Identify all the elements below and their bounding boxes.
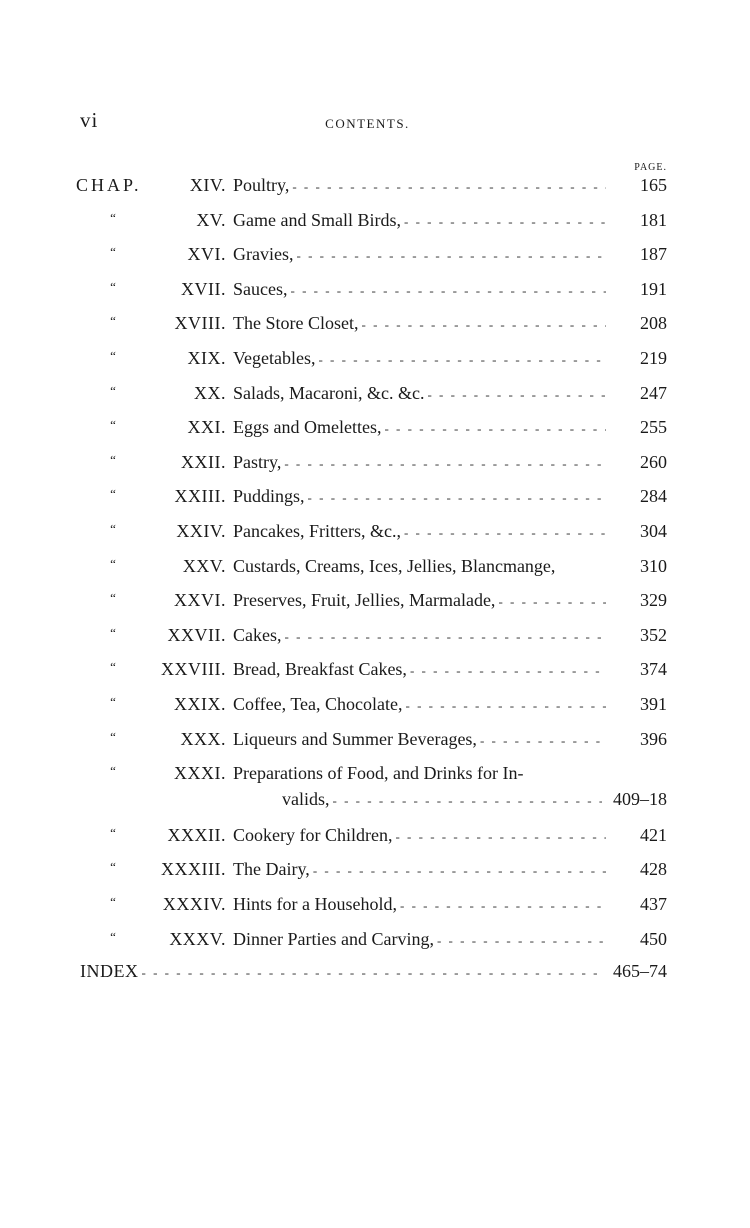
chapter-title: Cakes,: [233, 625, 282, 645]
chapter-title: Pastry,: [233, 452, 282, 472]
toc-entry: [0, 520, 750, 550]
ditto-mark: “: [110, 348, 116, 363]
page-number: 187: [640, 244, 667, 264]
ditto-mark: “: [110, 859, 116, 874]
ditto-mark: “: [110, 210, 116, 225]
toc-entry: [0, 174, 750, 204]
dot-leader: [333, 790, 603, 810]
chapter-title: Bread, Breakfast Cakes,: [233, 659, 407, 679]
ditto-mark: “: [110, 763, 116, 778]
chapter-numeral: XXXIV.: [162, 894, 226, 914]
chapter-title: Gravies,: [233, 244, 294, 264]
toc-entry: [0, 762, 750, 809]
dot-leader: [498, 591, 606, 611]
page-column-label: PAGE.: [634, 162, 667, 173]
ditto-mark: “: [110, 825, 116, 840]
page-number: 437: [640, 894, 667, 914]
chapter-numeral: XXXI.: [174, 763, 226, 783]
dot-leader: [406, 695, 606, 715]
toc-entry: [0, 312, 750, 342]
page-number: 409–18: [613, 789, 667, 809]
chapter-title: Preserves, Fruit, Jellies, Marmalade,: [233, 590, 496, 610]
chapter-numeral: XXXII.: [167, 825, 226, 845]
dot-leader: [437, 930, 606, 950]
page-number: 165: [640, 175, 667, 195]
toc-entry: [0, 243, 750, 273]
toc-entry: [0, 555, 750, 585]
chapter-title: Sauces,: [233, 279, 288, 299]
chapter-numeral: XXXIII.: [161, 859, 226, 879]
ditto-mark: “: [110, 313, 116, 328]
ditto-mark: “: [110, 279, 116, 294]
ditto-mark: “: [110, 452, 116, 467]
toc-entry: [0, 693, 750, 723]
chapter-numeral: XVI.: [187, 244, 226, 264]
toc-entry: [0, 858, 750, 888]
toc-entry: [0, 624, 750, 654]
chapter-title: Coffee, Tea, Chocolate,: [233, 694, 403, 714]
dot-leader: [290, 280, 606, 300]
ditto-mark: “: [110, 659, 116, 674]
chapter-title: Cookery for Children,: [233, 825, 393, 845]
page-number: 255: [640, 417, 667, 437]
page-number: 329: [640, 590, 667, 610]
chapter-title: Game and Small Birds,: [233, 210, 401, 230]
page-number: 219: [640, 348, 667, 368]
dot-leader: [361, 314, 606, 334]
dot-leader: [142, 962, 599, 982]
dot-leader: [296, 245, 606, 265]
dot-leader: [404, 211, 606, 231]
ditto-mark: “: [110, 486, 116, 501]
page-number: 304: [640, 521, 667, 541]
page-number: 352: [640, 625, 667, 645]
chapter-numeral: XV.: [196, 210, 226, 230]
chapter-numeral: XVII.: [181, 279, 226, 299]
ditto-mark: “: [110, 929, 116, 944]
chap-label: CHAP.: [76, 175, 142, 195]
chapter-numeral: XXV.: [182, 556, 226, 576]
page-number: 181: [640, 210, 667, 230]
running-head: CONTENTS.: [325, 116, 410, 131]
page-number: 208: [640, 313, 667, 333]
chapter-title: Preparations of Food, and Drinks for In-: [233, 763, 524, 783]
chapter-numeral: XVIII.: [174, 313, 226, 333]
chapter-numeral: XXXV.: [169, 929, 226, 949]
chapter-numeral: XXVII.: [167, 625, 226, 645]
ditto-mark: “: [110, 244, 116, 259]
chapter-title-continuation: valids,: [282, 789, 330, 809]
chapter-title: Custards, Creams, Ices, Jellies, Blancmange,: [233, 556, 556, 576]
chapter-title: Liqueurs and Summer Beverages,: [233, 729, 477, 749]
toc-entry: [0, 347, 750, 377]
dot-leader: [292, 176, 606, 196]
dot-leader: [313, 860, 606, 880]
chapter-title: Salads, Macaroni, &c. &c.: [233, 383, 425, 403]
page-folio: vi: [80, 108, 99, 132]
chapter-numeral: XX.: [194, 383, 226, 403]
chapter-numeral: XXVIII.: [161, 659, 226, 679]
dot-leader: [404, 522, 606, 542]
page-number: 374: [640, 659, 667, 679]
toc-entry: [0, 728, 750, 758]
chapter-numeral: XIV.: [189, 175, 226, 195]
chapter-numeral: XIX.: [187, 348, 226, 368]
ditto-mark: “: [110, 694, 116, 709]
ditto-mark: “: [110, 590, 116, 605]
dot-leader: [285, 626, 607, 646]
chapter-title: Eggs and Omelettes,: [233, 417, 382, 437]
page-number: 247: [640, 383, 667, 403]
dot-leader: [427, 384, 606, 404]
dot-leader: [395, 826, 606, 846]
page-number: 450: [640, 929, 667, 949]
ditto-mark: “: [110, 894, 116, 909]
chapter-numeral: XXIV.: [176, 521, 226, 541]
page-number: 428: [640, 859, 667, 879]
dot-leader: [308, 487, 606, 507]
chapter-title: Poultry,: [233, 175, 290, 195]
chapter-title: Puddings,: [233, 486, 305, 506]
toc-entry: [0, 382, 750, 412]
toc-entry: [0, 589, 750, 619]
page-number: 191: [640, 279, 667, 299]
page-number: 391: [640, 694, 667, 714]
toc-entry: [0, 658, 750, 688]
chapter-numeral: XXI.: [187, 417, 226, 437]
dot-leader: [400, 895, 606, 915]
ditto-mark: “: [110, 625, 116, 640]
dot-leader: [318, 349, 606, 369]
chapter-numeral: XXIX.: [174, 694, 226, 714]
page-number: 310: [640, 556, 667, 576]
ditto-mark: “: [110, 729, 116, 744]
chapter-title: Hints for a Household,: [233, 894, 397, 914]
toc-entry: [0, 416, 750, 446]
toc-entry: [0, 278, 750, 308]
chapter-title: The Store Closet,: [233, 313, 359, 333]
ditto-mark: “: [110, 556, 116, 571]
dot-leader: [480, 730, 606, 750]
dot-leader: [410, 660, 606, 680]
page-number: 284: [640, 486, 667, 506]
dot-leader: [384, 418, 606, 438]
chapter-numeral: XXIII.: [174, 486, 226, 506]
chapter-title: Pancakes, Fritters, &c.,: [233, 521, 401, 541]
toc-entry: [0, 928, 750, 958]
toc-entry: [0, 209, 750, 239]
chapter-title: Vegetables,: [233, 348, 316, 368]
ditto-mark: “: [110, 383, 116, 398]
chapter-numeral: XXVI.: [174, 590, 226, 610]
toc-entry: [0, 485, 750, 515]
page-number: 421: [640, 825, 667, 845]
chapter-title: The Dairy,: [233, 859, 310, 879]
page-number: 396: [640, 729, 667, 749]
chapter-numeral: XXII.: [181, 452, 226, 472]
index-page-number: 465–74: [613, 961, 667, 981]
ditto-mark: “: [110, 521, 116, 536]
toc-entry: [0, 824, 750, 854]
dot-leader: [284, 453, 606, 473]
toc-entry: [0, 451, 750, 481]
ditto-mark: “: [110, 417, 116, 432]
index-label: INDEX: [80, 961, 139, 981]
chapter-title: Dinner Parties and Carving,: [233, 929, 434, 949]
index-entry: [0, 960, 750, 986]
page-number: 260: [640, 452, 667, 472]
toc-entry: [0, 893, 750, 923]
chapter-numeral: XXX.: [180, 729, 226, 749]
